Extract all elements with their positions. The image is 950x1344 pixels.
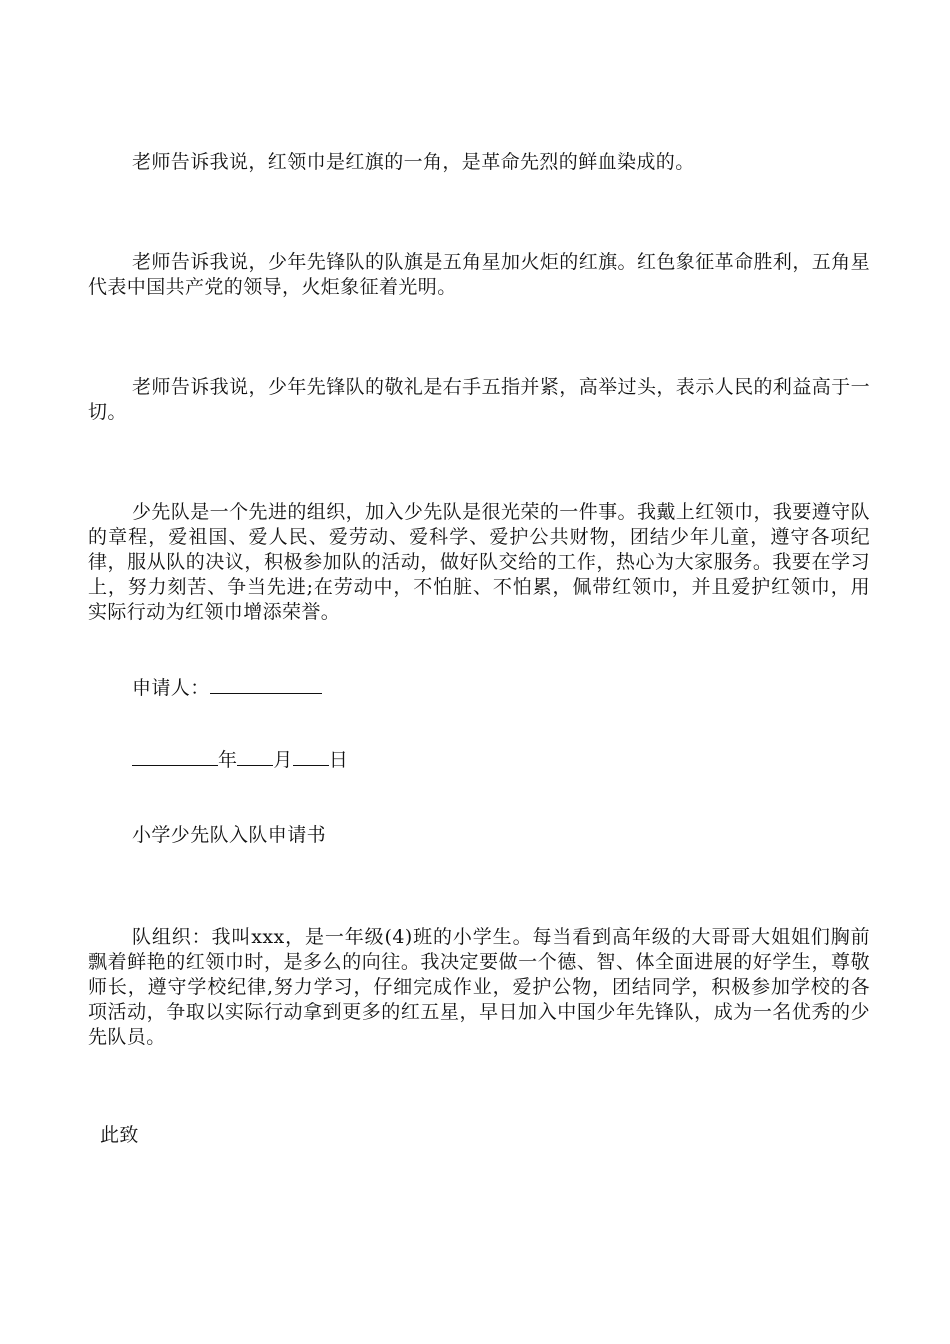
paragraph-salute: 老师告诉我说，少年先锋队的敬礼是右手五指并紧，高举过头，表示人民的利益高于一切。	[88, 376, 870, 423]
date-month-label: 月	[273, 749, 293, 771]
month-blank	[237, 747, 273, 766]
closing-salutation: 此致	[100, 1124, 139, 1146]
applicant-line	[132, 675, 322, 701]
day-blank	[293, 747, 329, 766]
date-line	[132, 747, 348, 773]
paragraph-pledge: 少先队是一个先进的组织，加入少先队是很光荣的一件事。我戴上红领巾，我要遵守队的章程，爱祖国、爱人民、爱劳动、爱科学、爱护公共财物，团结少年儿童，遵守各项纪律，服从队的决议，积极参加队的活动，做好队交给的工作，热心为大家服务。我要在学习上，努力刻苦、争当先进;在劳动中，不怕脏、不怕累，佩带红领巾，并且爱护红领巾，用实际行动为红领巾增添荣誉。	[88, 501, 870, 623]
paragraph-application: 队组织：我叫xxx，是一年级(4)班的小学生。每当看到高年级的大哥哥大姐姐们胸前飘着鲜艳的红领巾时，是多么的向往。我决定要做一个德、智、体全面进展的好学生，尊敬师长，遵守学校纪律,努力学习，仔细完成作业，爱护公物，团结同学，积极参加学校的各项活动，争取以实际行动拿到更多的红五星，早日加入中国少年先锋队，成为一名优秀的少先队员。	[88, 926, 870, 1048]
applicant-name-blank	[210, 675, 322, 694]
applicant-label: 申请人：	[132, 677, 210, 699]
paragraph-red-scarf: 老师告诉我说，红领巾是红旗的一角，是革命先烈的鲜血染成的。	[132, 151, 695, 173]
year-blank	[132, 747, 218, 766]
second-title: 小学少先队入队申请书	[132, 824, 327, 846]
paragraph-team-flag: 老师告诉我说，少年先锋队的队旗是五角星加火炬的红旗。红色象征革命胜利，五角星代表中国共产党的领导，火炬象征着光明。	[88, 251, 870, 298]
date-day-label: 日	[328, 749, 349, 771]
date-year-label: 年	[218, 749, 238, 771]
